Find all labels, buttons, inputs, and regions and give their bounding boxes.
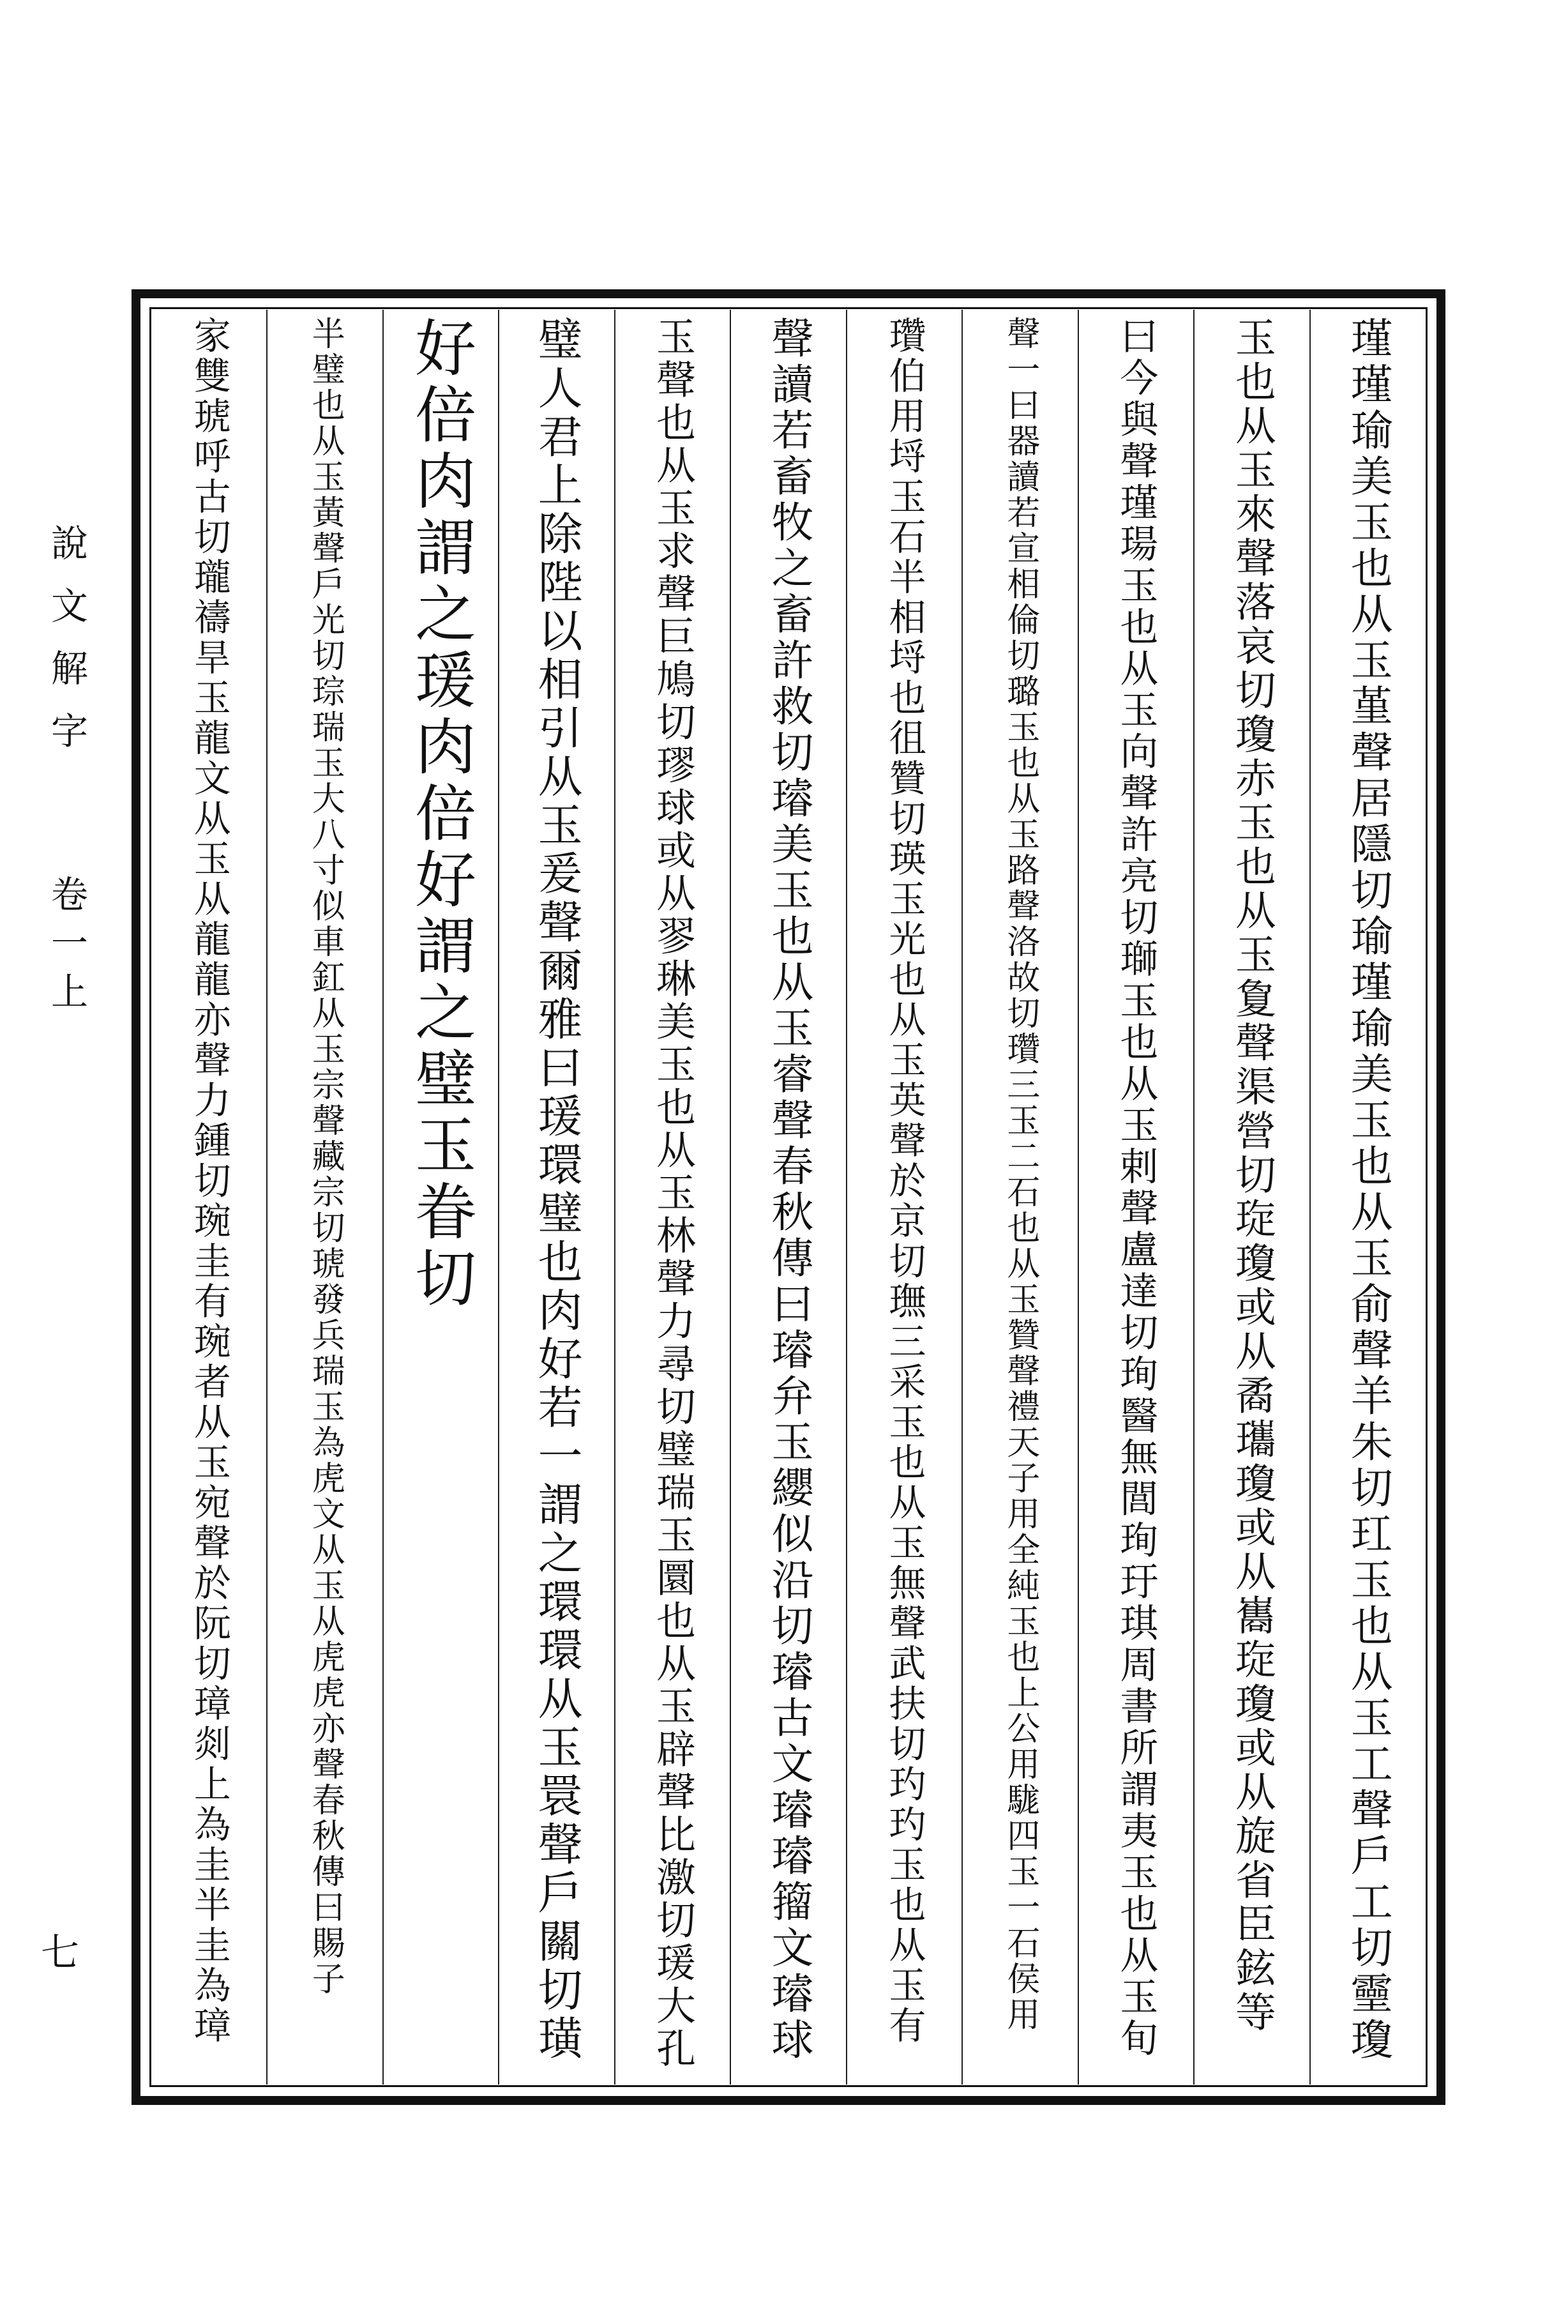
column-9 [382, 310, 498, 2085]
column-1 [1309, 310, 1425, 2085]
column-3 [1078, 310, 1193, 2085]
column-7 [614, 310, 730, 2085]
column-text: 好倍肉謂之瑗肉倍好謂之璧玉眷切 [405, 316, 477, 1312]
column-11 [152, 310, 266, 2085]
column-4 [961, 310, 1077, 2085]
column-text: 聲一曰器讀若宣相倫切璐玉也从玉路聲洛故切瓚三玉二石也从玉贊聲禮天子用全純玉也上公用駹四玉一石侯用 [1000, 316, 1039, 2033]
page-frame [132, 289, 1445, 2105]
book-title: 說文解字 [45, 524, 88, 774]
column-10 [266, 310, 382, 2085]
column-text: 瓚伯用埒玉石半相埒也徂贊切瑛玉光也从玉英聲於京切璑三采玉也从玉無聲武扶切玓玓玉也从玉有 [882, 316, 926, 2046]
column-2 [1193, 310, 1309, 2085]
column-text: 璧人君上除陛以相引从玉爰聲爾雅曰瑗環璧也肉好若一謂之環環从玉睘聲戶關切璜 [531, 316, 584, 2063]
column-text: 玉聲也从玉求聲巨鳩切璆球或从翏琳美玉也从玉林聲力尋切璧瑞玉圜也从玉辟聲比激切瑗大孔 [649, 316, 697, 2070]
text-columns [152, 310, 1425, 2085]
column-text: 瑾瑾瑜美玉也从玉堇聲居隱切瑜瑾瑜美玉也从玉俞聲羊朱切玒玉也从玉工聲戶工切𤫊瓊 [1343, 316, 1393, 2063]
column-6 [730, 310, 845, 2085]
column-text: 半璧也从玉黃聲戶光切琮瑞玉大八寸似車釭从玉宗聲藏宗切琥發兵瑞玉為虎文从玉从虎虎亦聲春秋傳曰賜子 [306, 316, 345, 1997]
column-text: 曰今與聲瑾瑒玉也从玉向聲許亮切瑡玉也从玉剌聲盧達切珣醫無閭珣玗琪周書所謂夷玉也从玉旬 [1113, 316, 1159, 2060]
column-8 [498, 310, 614, 2085]
column-text: 家雙琥呼古切瓏禱旱玉龍文从玉从龍龍亦聲力鍾切琬圭有琬者从玉宛聲於阮切璋剡上為圭半圭為璋 [187, 316, 231, 2046]
column-text: 聲讀若畜牧之畜許救切璿美玉也从玉睿聲春秋傳曰璿弁玉纓似沿切璿古文璿璿籀文璿球 [764, 316, 813, 2063]
column-5 [846, 310, 961, 2085]
volume-label: 卷一上 [45, 875, 88, 1021]
page-number: 七 [41, 1931, 79, 1975]
column-text: 玉也从玉來聲落哀切瓊赤玉也从玉夐聲渠營切琁瓊或从矞瓗瓊或从巂琁瓊或从旋省臣鉉等 [1228, 316, 1276, 2035]
